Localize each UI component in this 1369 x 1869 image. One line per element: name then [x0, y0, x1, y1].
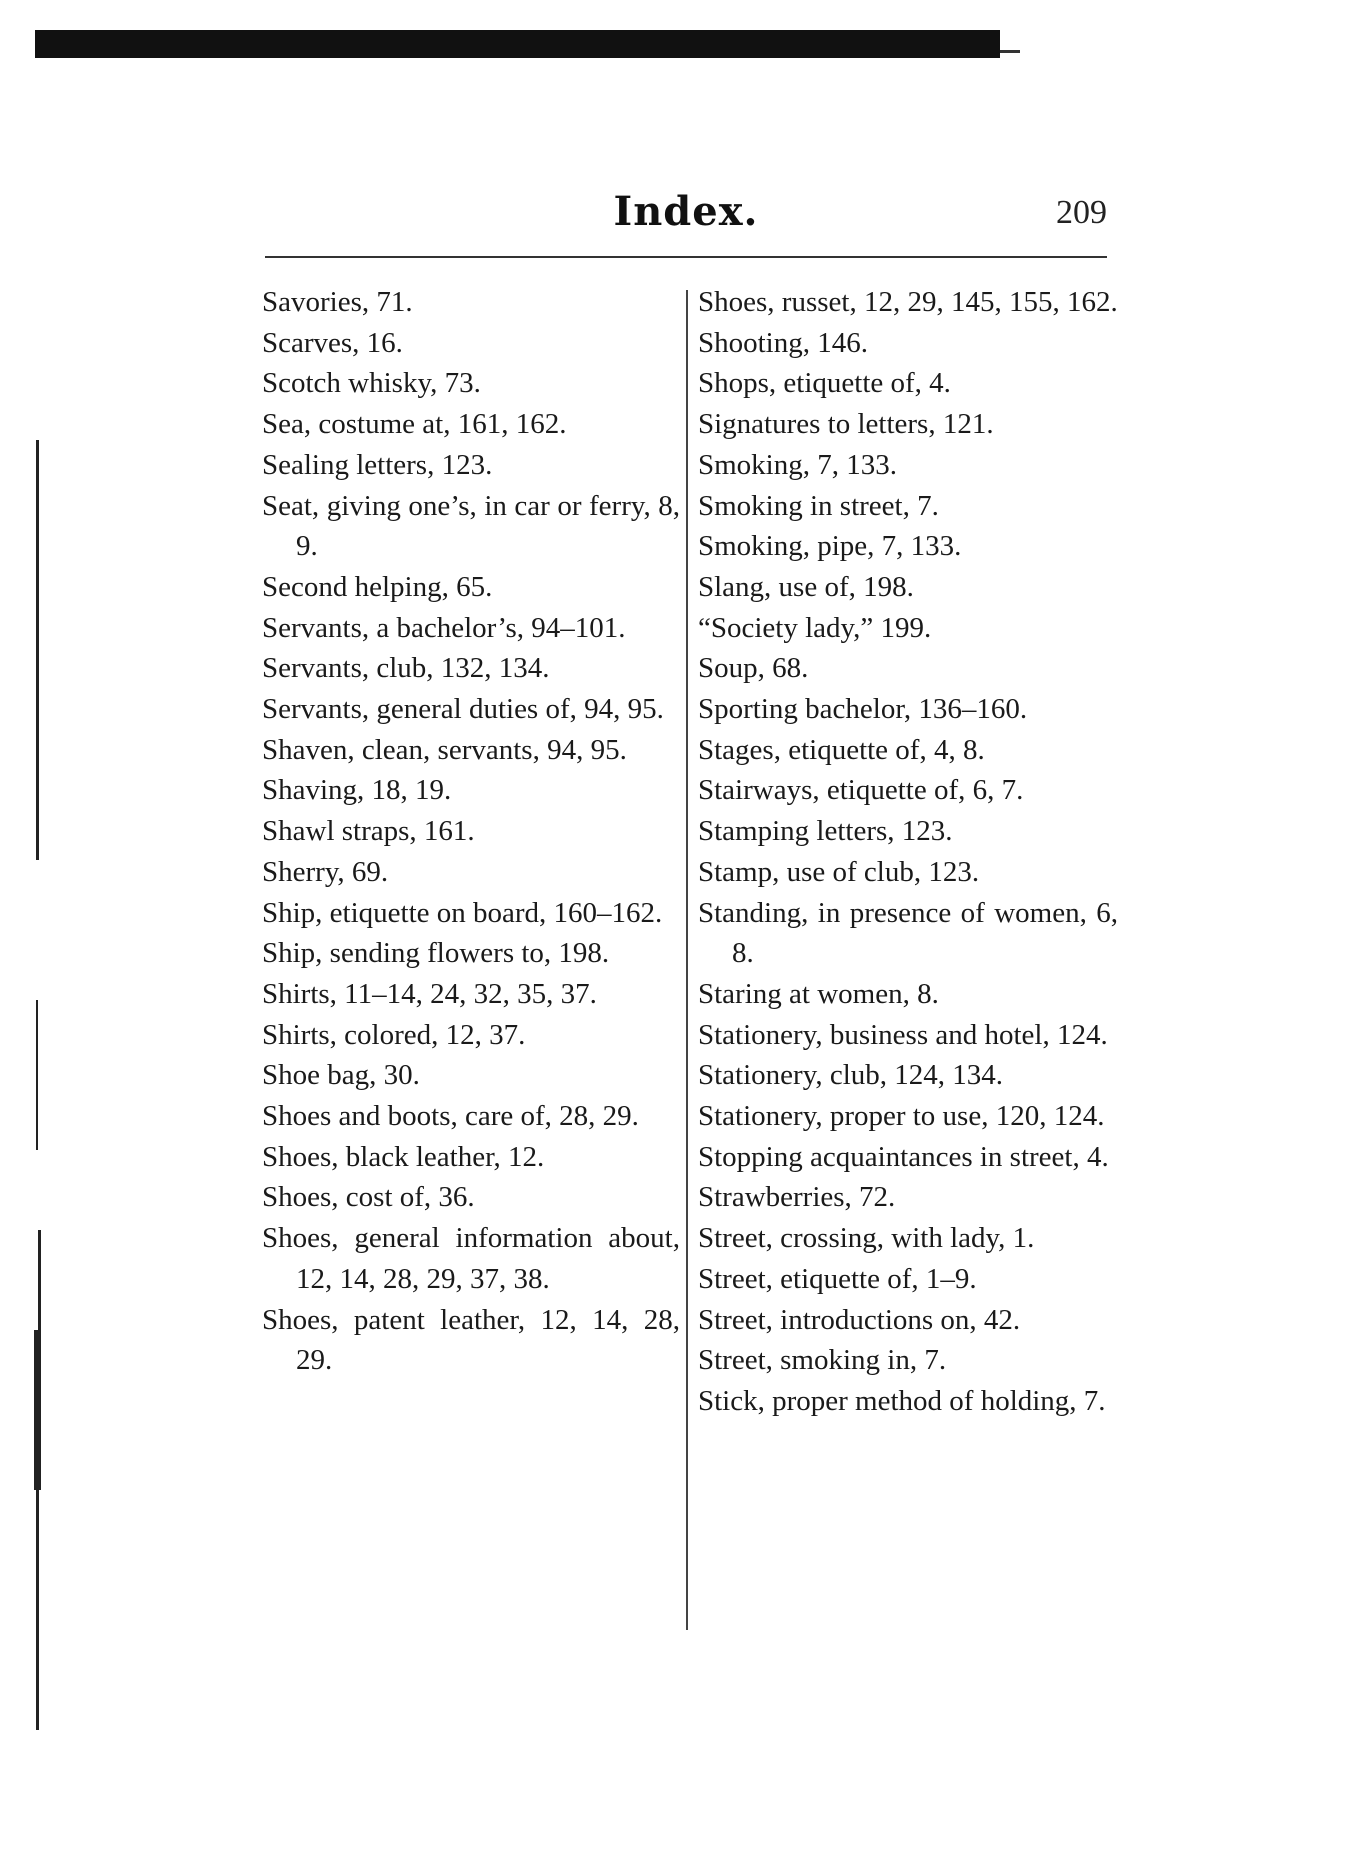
- scan-edge-mark: [34, 1330, 41, 1490]
- page-title: Index.: [613, 188, 759, 235]
- index-entry: Street, crossing, with lady, 1.: [698, 1222, 1035, 1255]
- index-entry: Shoes, russet, 12, 29, 145, 155, 162.: [698, 286, 1118, 318]
- index-entry: Shoe bag, 30.: [262, 1059, 420, 1092]
- index-entry: Servants, club, 132, 134.: [262, 652, 550, 685]
- header-rule: [265, 256, 1107, 258]
- running-header: [265, 188, 1107, 248]
- column-divider: [686, 290, 688, 1630]
- index-entry: Shirts, 11–14, 24, 32, 35, 37.: [262, 977, 597, 1010]
- index-entry: Sealing letters, 123.: [262, 448, 493, 481]
- index-entry: Stationery, club, 124, 134.: [698, 1059, 1003, 1092]
- index-entry: Shaving, 18, 19.: [262, 774, 452, 807]
- scan-top-bar: [35, 30, 1000, 58]
- index-entry: Shirts, colored, 12, 37.: [262, 1018, 526, 1051]
- index-entry: Sea, costume at, 161, 162.: [262, 408, 567, 441]
- index-entry: Strawberries, 72.: [698, 1181, 896, 1214]
- index-entry: Standing, in presence of women, 6, 8.: [698, 896, 1118, 970]
- page-number: 209: [1056, 194, 1107, 231]
- scan-edge-mark: [36, 440, 39, 860]
- index-entry: Ship, etiquette on board, 160–162.: [262, 896, 663, 929]
- index-entry: Street, etiquette of, 1–9.: [698, 1262, 977, 1295]
- index-entry: Stopping acquaintances in street, 4.: [698, 1140, 1109, 1173]
- index-entry: Scarves, 16.: [262, 326, 403, 359]
- index-entry: Stamping letters, 123.: [698, 815, 953, 848]
- index-entry: Stationery, business and hotel, 124.: [698, 1018, 1108, 1051]
- index-entry: Shaven, clean, servants, 94, 95.: [262, 733, 627, 766]
- index-entry: Seat, giving one’s, in car or ferry, 8, 9.: [262, 489, 680, 563]
- scan-edge-mark: [36, 1490, 39, 1730]
- index-entry: Shoes, cost of, 36.: [262, 1181, 475, 1214]
- index-entry: Signatures to letters, 121.: [698, 408, 994, 441]
- index-entry: Sherry, 69.: [262, 855, 389, 888]
- index-entry: Soup, 68.: [698, 652, 809, 685]
- index-entry: Shoes, patent leather, 12, 14, 28, 29.: [262, 1303, 680, 1377]
- index-entry: Scotch whisky, 73.: [262, 367, 481, 400]
- index-entry: Smoking, pipe, 7, 133.: [698, 530, 962, 563]
- index-entry: Stairways, etiquette of, 6, 7.: [698, 774, 1024, 807]
- index-entry: Street, smoking in, 7.: [698, 1344, 947, 1377]
- index-entry: Shops, etiquette of, 4.: [698, 367, 951, 400]
- index-entry: Shooting, 146.: [698, 326, 868, 359]
- index-entry: Servants, general duties of, 94, 95.: [262, 693, 664, 726]
- index-entry: Stamp, use of club, 123.: [698, 855, 980, 888]
- index-entry: Sporting bachelor, 136–160.: [698, 693, 1028, 726]
- index-entry: Savories, 71.: [262, 286, 413, 318]
- index-entry: Servants, a bachelor’s, 94–101.: [262, 611, 626, 644]
- scan-top-bar-tail: [1000, 50, 1020, 53]
- scan-edge-mark: [36, 1000, 38, 1150]
- index-entry: Shoes, general information about, 12, 14, 28, 29, 37, 38.: [262, 1222, 680, 1295]
- index-entry: “Society lady,” 199.: [698, 611, 932, 644]
- index-entry: Smoking in street, 7.: [698, 489, 939, 522]
- index-entry: Stick, proper method of holding, 7.: [698, 1384, 1106, 1417]
- index-column-right: [698, 282, 1118, 1422]
- index-column-left: [262, 282, 680, 1381]
- index-entry: Street, introductions on, 42.: [698, 1303, 1021, 1336]
- index-entry: Smoking, 7, 133.: [698, 448, 897, 481]
- index-entry: Staring at women, 8.: [698, 977, 939, 1010]
- index-entry: Stages, etiquette of, 4, 8.: [698, 733, 985, 766]
- index-entry: Slang, use of, 198.: [698, 570, 914, 603]
- index-entry: Shoes and boots, care of, 28, 29.: [262, 1100, 639, 1133]
- index-entry: Shoes, black leather, 12.: [262, 1140, 545, 1173]
- index-entry: Second helping, 65.: [262, 570, 493, 603]
- index-entry: Stationery, proper to use, 120, 124.: [698, 1100, 1105, 1133]
- index-entry: Ship, sending flowers to, 198.: [262, 937, 610, 970]
- index-entry: Shawl straps, 161.: [262, 815, 475, 848]
